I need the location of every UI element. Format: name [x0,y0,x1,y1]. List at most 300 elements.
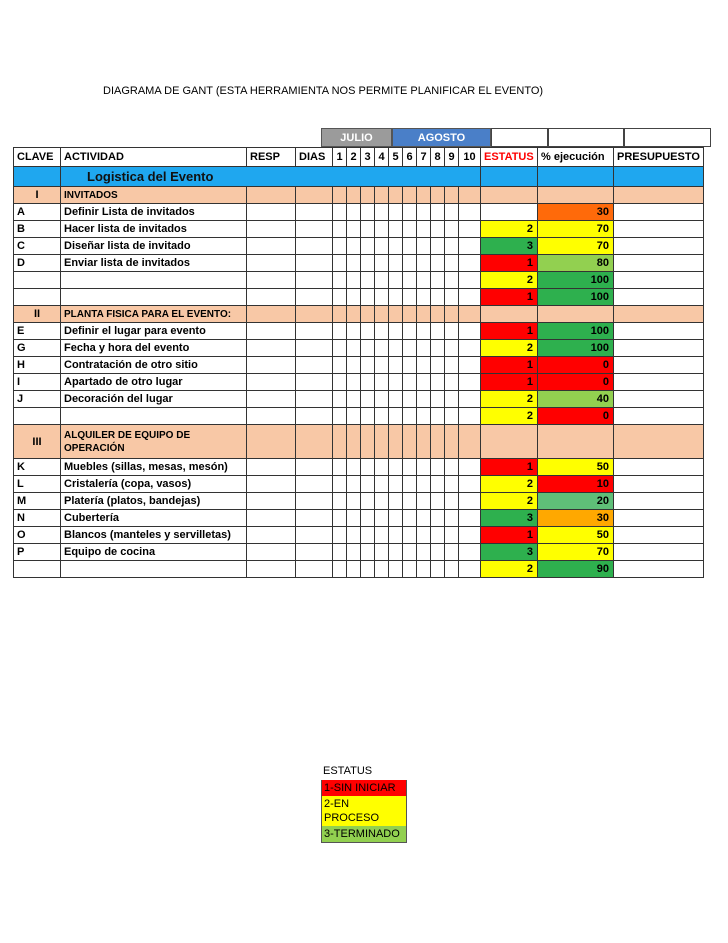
resp-cell [247,255,296,272]
dias-cell [296,544,333,561]
section-number: I [14,187,61,204]
estatus-cell: 3 [481,544,538,561]
day-cell [417,527,431,544]
resp-cell [247,510,296,527]
resp-cell [247,289,296,306]
day-cell [347,238,361,255]
day-cell [333,204,347,221]
section-row [14,425,704,459]
section-empty-cell [614,425,704,459]
day-cell [347,459,361,476]
day-cell [459,408,481,425]
day-cell [445,510,459,527]
day-cell [347,340,361,357]
day-cell [417,510,431,527]
estatus-cell: 1 [481,255,538,272]
actividad-cell: Hacer lista de invitados [61,221,247,238]
day-cell [445,408,459,425]
section-empty-cell [614,306,704,323]
day-cell [417,340,431,357]
day-cell [445,340,459,357]
presupuesto-cell [614,255,704,272]
ejecucion-cell: 100 [538,340,614,357]
day-cell [417,544,431,561]
day-cell [375,459,389,476]
day-cell [361,221,375,238]
presupuesto-cell [614,374,704,391]
day-cell [361,340,375,357]
day-cell [361,204,375,221]
day-cell [333,510,347,527]
day-cell [375,493,389,510]
day-cell [347,272,361,289]
activity-row [14,544,704,561]
actividad-cell: Diseñar lista de invitado [61,238,247,255]
day-cell [431,561,445,578]
day-cell [431,493,445,510]
clave-cell: B [14,221,61,238]
day-cell [375,527,389,544]
header-day: 4 [375,148,389,167]
resp-cell [247,391,296,408]
day-cell [445,272,459,289]
day-cell [445,204,459,221]
header-empty-cell [548,128,624,147]
day-cell [375,374,389,391]
day-cell [417,238,431,255]
dias-cell [296,527,333,544]
actividad-cell: Definir Lista de invitados [61,204,247,221]
presupuesto-cell [614,221,704,238]
day-cell [445,527,459,544]
day-cell [375,561,389,578]
day-cell [403,323,417,340]
section-empty-cell [538,187,614,204]
estatus-cell: 2 [481,476,538,493]
section-empty-cell [247,306,296,323]
activity-row [14,374,704,391]
section-empty-cell [481,425,538,459]
header-estatus: ESTATUS [481,148,538,167]
day-cell [403,374,417,391]
day-cell [459,391,481,408]
day-cell [431,323,445,340]
section-empty-cell [538,306,614,323]
presupuesto-cell [614,272,704,289]
day-cell [375,238,389,255]
section-empty-cell [389,187,403,204]
dias-cell [296,238,333,255]
section-name: INVITADOS [61,187,247,204]
section-empty-cell [296,306,333,323]
ejecucion-cell: 50 [538,527,614,544]
day-cell [459,510,481,527]
section-empty-cell [403,187,417,204]
activity-row [14,493,704,510]
day-cell [333,357,347,374]
dias-cell [296,374,333,391]
section-empty-cell [296,425,333,459]
day-cell [361,527,375,544]
day-cell [375,255,389,272]
ejecucion-cell: 100 [538,272,614,289]
activity-row [14,238,704,255]
day-cell [403,459,417,476]
day-cell [389,391,403,408]
activity-row [14,459,704,476]
day-cell [375,289,389,306]
legend-item-sin-iniciar: 1-SIN INICIAR [321,780,407,796]
day-cell [347,357,361,374]
day-cell [389,340,403,357]
day-cell [445,221,459,238]
day-cell [361,323,375,340]
day-cell [389,527,403,544]
day-cell [431,289,445,306]
month-julio: JULIO [321,128,392,147]
day-cell [431,476,445,493]
actividad-cell [61,408,247,425]
section-banner-row [14,167,704,187]
day-cell [417,357,431,374]
day-cell [431,391,445,408]
presupuesto-cell [614,289,704,306]
section-empty-cell [431,187,445,204]
day-cell [417,272,431,289]
section-name: PLANTA FISICA PARA EL EVENTO: [61,306,247,323]
presupuesto-cell [614,527,704,544]
ejecucion-cell: 40 [538,391,614,408]
day-cell [445,289,459,306]
activity-row [14,323,704,340]
resp-cell [247,323,296,340]
section-empty-cell [445,306,459,323]
resp-cell [247,357,296,374]
section-empty-cell [403,306,417,323]
clave-cell: A [14,204,61,221]
section-empty-cell [614,187,704,204]
day-cell [459,357,481,374]
day-cell [417,323,431,340]
day-cell [431,340,445,357]
day-cell [417,255,431,272]
day-cell [361,459,375,476]
actividad-cell [61,289,247,306]
ejecucion-cell: 50 [538,459,614,476]
section-empty-cell [333,187,347,204]
day-cell [445,493,459,510]
estatus-cell: 1 [481,357,538,374]
day-cell [347,374,361,391]
day-cell [347,476,361,493]
legend-item-terminado: 3-TERMINADO [321,826,407,843]
header-day: 9 [445,148,459,167]
day-cell [459,340,481,357]
actividad-cell: Blancos (manteles y servilletas) [61,527,247,544]
day-cell [389,493,403,510]
day-cell [347,561,361,578]
presupuesto-cell [614,408,704,425]
presupuesto-cell [614,391,704,408]
dias-cell [296,391,333,408]
day-cell [431,544,445,561]
actividad-cell: Decoración del lugar [61,391,247,408]
ejecucion-cell: 70 [538,238,614,255]
day-cell [375,204,389,221]
day-cell [361,289,375,306]
actividad-cell: Enviar lista de invitados [61,255,247,272]
ejecucion-cell: 70 [538,544,614,561]
dias-cell [296,510,333,527]
day-cell [389,204,403,221]
day-cell [361,561,375,578]
day-cell [389,476,403,493]
legend-item-en-proceso: 2-EN PROCESO [321,796,407,826]
section-empty-cell [431,425,445,459]
activity-row [14,289,704,306]
day-cell [403,561,417,578]
section-empty-cell [361,425,375,459]
section-empty-cell [361,187,375,204]
day-cell [389,459,403,476]
day-cell [361,476,375,493]
ejecucion-cell: 90 [538,561,614,578]
activity-row [14,255,704,272]
day-cell [333,255,347,272]
day-cell [347,510,361,527]
section-empty-cell [445,425,459,459]
day-cell [375,510,389,527]
ejecucion-cell: 0 [538,374,614,391]
dias-cell [296,357,333,374]
section-name: ALQUILER DE EQUIPO DE OPERACIÓN [61,425,247,459]
day-cell [431,408,445,425]
activity-row [14,527,704,544]
day-cell [333,289,347,306]
day-cell [403,340,417,357]
day-cell [375,357,389,374]
day-cell [459,561,481,578]
actividad-cell: Equipo de cocina [61,544,247,561]
section-empty-cell [347,187,361,204]
day-cell [459,323,481,340]
resp-cell [247,238,296,255]
activity-row [14,221,704,238]
day-cell [361,272,375,289]
day-cell [459,255,481,272]
day-cell [333,391,347,408]
clave-cell: P [14,544,61,561]
header-clave: CLAVE [14,148,61,167]
section-empty-cell [459,306,481,323]
day-cell [459,238,481,255]
presupuesto-cell [614,340,704,357]
estatus-cell: 1 [481,527,538,544]
day-cell [445,544,459,561]
status-legend [321,763,407,843]
presupuesto-cell [614,561,704,578]
day-cell [347,323,361,340]
section-empty-cell [481,187,538,204]
day-cell [375,476,389,493]
estatus-cell: 2 [481,493,538,510]
day-cell [333,221,347,238]
day-cell [389,510,403,527]
estatus-cell: 1 [481,323,538,340]
day-cell [431,527,445,544]
clave-cell: H [14,357,61,374]
section-empty-cell [247,187,296,204]
header-day: 8 [431,148,445,167]
clave-cell: N [14,510,61,527]
header-empty-cell [624,128,711,147]
resp-cell [247,340,296,357]
dias-cell [296,459,333,476]
estatus-cell: 2 [481,391,538,408]
header-dias: DIAS [296,148,333,167]
section-empty-cell [445,187,459,204]
day-cell [445,476,459,493]
header-day: 7 [417,148,431,167]
ejecucion-cell: 0 [538,357,614,374]
day-cell [431,238,445,255]
day-cell [389,221,403,238]
day-cell [333,323,347,340]
day-cell [347,204,361,221]
ejecucion-cell: 30 [538,204,614,221]
day-cell [459,544,481,561]
ejecucion-cell: 30 [538,510,614,527]
day-cell [361,510,375,527]
day-cell [431,272,445,289]
actividad-cell: Definir el lugar para evento [61,323,247,340]
ejecucion-cell: 70 [538,221,614,238]
day-cell [361,357,375,374]
day-cell [375,340,389,357]
day-cell [445,238,459,255]
day-cell [347,544,361,561]
table-header-row [14,148,704,167]
section-empty-cell [296,187,333,204]
header-day: 2 [347,148,361,167]
day-cell [445,459,459,476]
resp-cell [247,493,296,510]
header-actividad: ACTIVIDAD [61,148,247,167]
resp-cell [247,272,296,289]
section-empty-cell [347,425,361,459]
clave-cell: L [14,476,61,493]
day-cell [333,544,347,561]
estatus-cell: 2 [481,561,538,578]
activity-row [14,340,704,357]
header-day: 1 [333,148,347,167]
clave-cell: O [14,527,61,544]
clave-cell: M [14,493,61,510]
activity-row [14,391,704,408]
day-cell [431,204,445,221]
resp-cell [247,408,296,425]
clave-cell: K [14,459,61,476]
day-cell [417,204,431,221]
resp-cell [247,561,296,578]
ejecucion-cell: 100 [538,289,614,306]
day-cell [347,493,361,510]
dias-cell [296,221,333,238]
estatus-cell: 2 [481,340,538,357]
day-cell [403,272,417,289]
header-day: 3 [361,148,375,167]
day-cell [375,323,389,340]
estatus-cell: 2 [481,408,538,425]
resp-cell [247,476,296,493]
day-cell [361,408,375,425]
day-cell [403,238,417,255]
day-cell [333,340,347,357]
presupuesto-cell [614,476,704,493]
day-cell [361,391,375,408]
dias-cell [296,493,333,510]
section-empty-cell [417,425,431,459]
day-cell [431,374,445,391]
section-empty-cell [538,425,614,459]
day-cell [333,561,347,578]
resp-cell [247,527,296,544]
clave-cell: C [14,238,61,255]
actividad-cell: Cristalería (copa, vasos) [61,476,247,493]
day-cell [417,391,431,408]
ejecucion-cell: 100 [538,323,614,340]
day-cell [417,408,431,425]
day-cell [375,221,389,238]
section-empty-cell [481,306,538,323]
day-cell [361,374,375,391]
estatus-cell: 3 [481,510,538,527]
day-cell [389,374,403,391]
day-cell [445,255,459,272]
presupuesto-cell [614,459,704,476]
day-cell [431,221,445,238]
day-cell [459,459,481,476]
section-number: II [14,306,61,323]
section-empty-cell [417,187,431,204]
section-empty-cell [459,425,481,459]
ejecucion-cell: 80 [538,255,614,272]
resp-cell [247,544,296,561]
day-cell [375,544,389,561]
day-cell [389,357,403,374]
day-cell [459,272,481,289]
day-cell [361,544,375,561]
day-cell [375,272,389,289]
estatus-cell: 1 [481,289,538,306]
estatus-cell: 3 [481,238,538,255]
estatus-cell: 1 [481,374,538,391]
clave-cell [14,289,61,306]
header-day: 5 [389,148,403,167]
header-day: 6 [403,148,417,167]
section-empty-cell [375,425,389,459]
day-cell [403,408,417,425]
estatus-cell: 2 [481,221,538,238]
day-cell [361,255,375,272]
banner-cell [614,167,704,187]
activity-row [14,510,704,527]
day-cell [445,374,459,391]
dias-cell [296,272,333,289]
day-cell [403,255,417,272]
activity-row [14,357,704,374]
section-row [14,187,704,204]
